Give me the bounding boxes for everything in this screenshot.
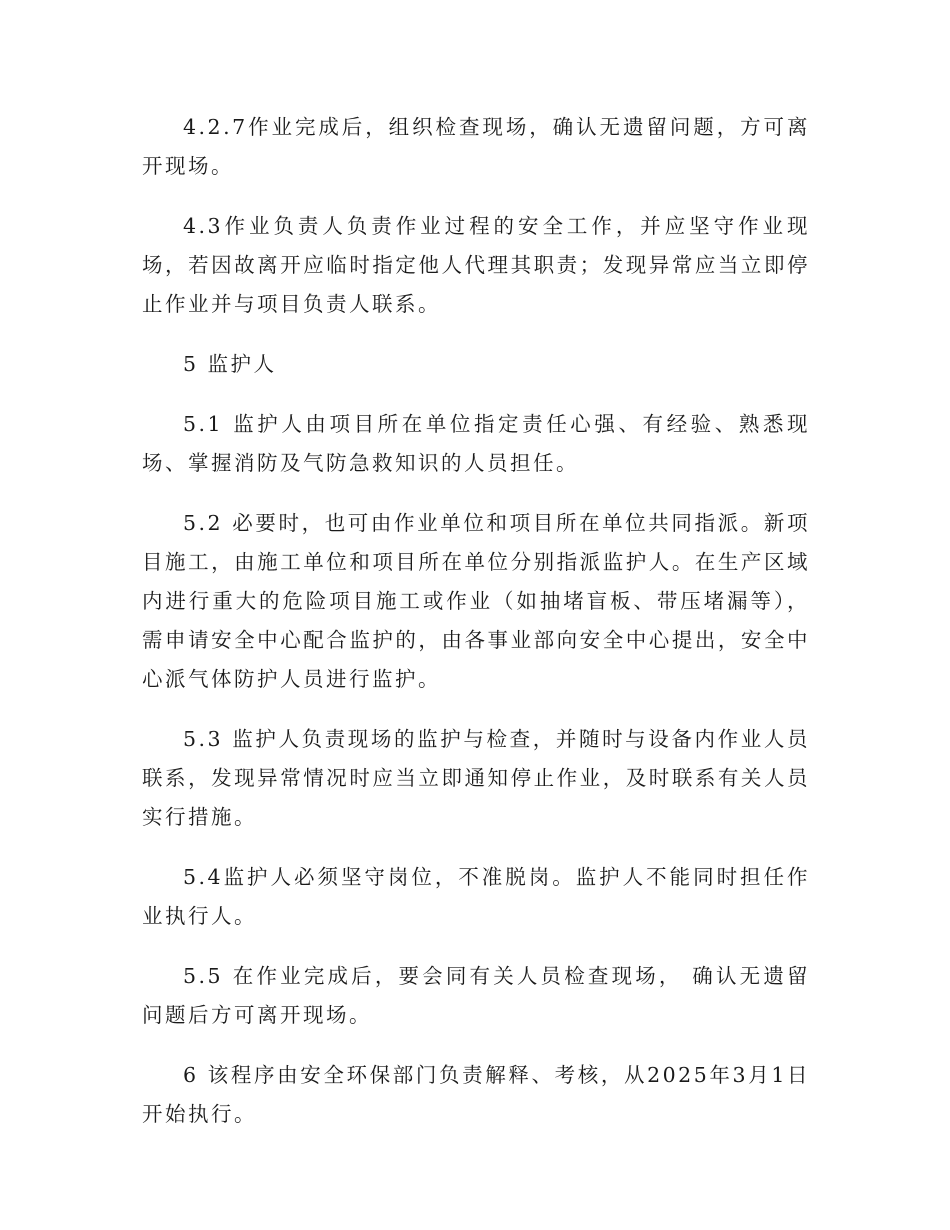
section-heading-5: 5 监护人 bbox=[183, 352, 277, 376]
paragraph-5-5: 5.5 在作业完成后，要会同有关人员检查现场， 确认无遗留问题后方可离开现场。 bbox=[142, 964, 810, 1027]
paragraph-4-3: 4.3作业负责人负责作业过程的安全工作，并应坚守作业现场，若因故离开应临时指定他人代理其职责；发现异常应当立即停止作业并与项目负责人联系。 bbox=[142, 214, 810, 316]
document-page bbox=[142, 108, 810, 1155]
paragraph-6: 6 该程序由安全环保部门负责解释、考核，从2025年3月1日开始执行。 bbox=[142, 1063, 810, 1126]
paragraph-5-4: 5.4监护人必须坚守岗位，不准脱岗。监护人不能同时担任作业执行人。 bbox=[142, 865, 810, 928]
paragraph-5-1: 5.1 监护人由项目所在单位指定责任心强、有经验、熟悉现场、掌握消防及气防急救知识的人员担任。 bbox=[142, 412, 810, 475]
paragraph-5-3: 5.3 监护人负责现场的监护与检查，并随时与设备内作业人员联系，发现异常情况时应当立即通知停止作业，及时联系有关人员实行措施。 bbox=[142, 727, 810, 829]
paragraph-5-2: 5.2 必要时，也可由作业单位和项目所在单位共同指派。新项目施工，由施工单位和项目所在单位分别指派监护人。在生产区域内进行重大的危险项目施工或作业（如抽堵盲板、带压堵漏等），需申请安全中心配合监护的，由各事业部向安全中心提出，安全中心派气体防护人员进行监护。 bbox=[142, 511, 810, 691]
paragraph-4-2-7: 4.2.7作业完成后，组织检查现场，确认无遗留问题，方可离开现场。 bbox=[142, 115, 810, 178]
